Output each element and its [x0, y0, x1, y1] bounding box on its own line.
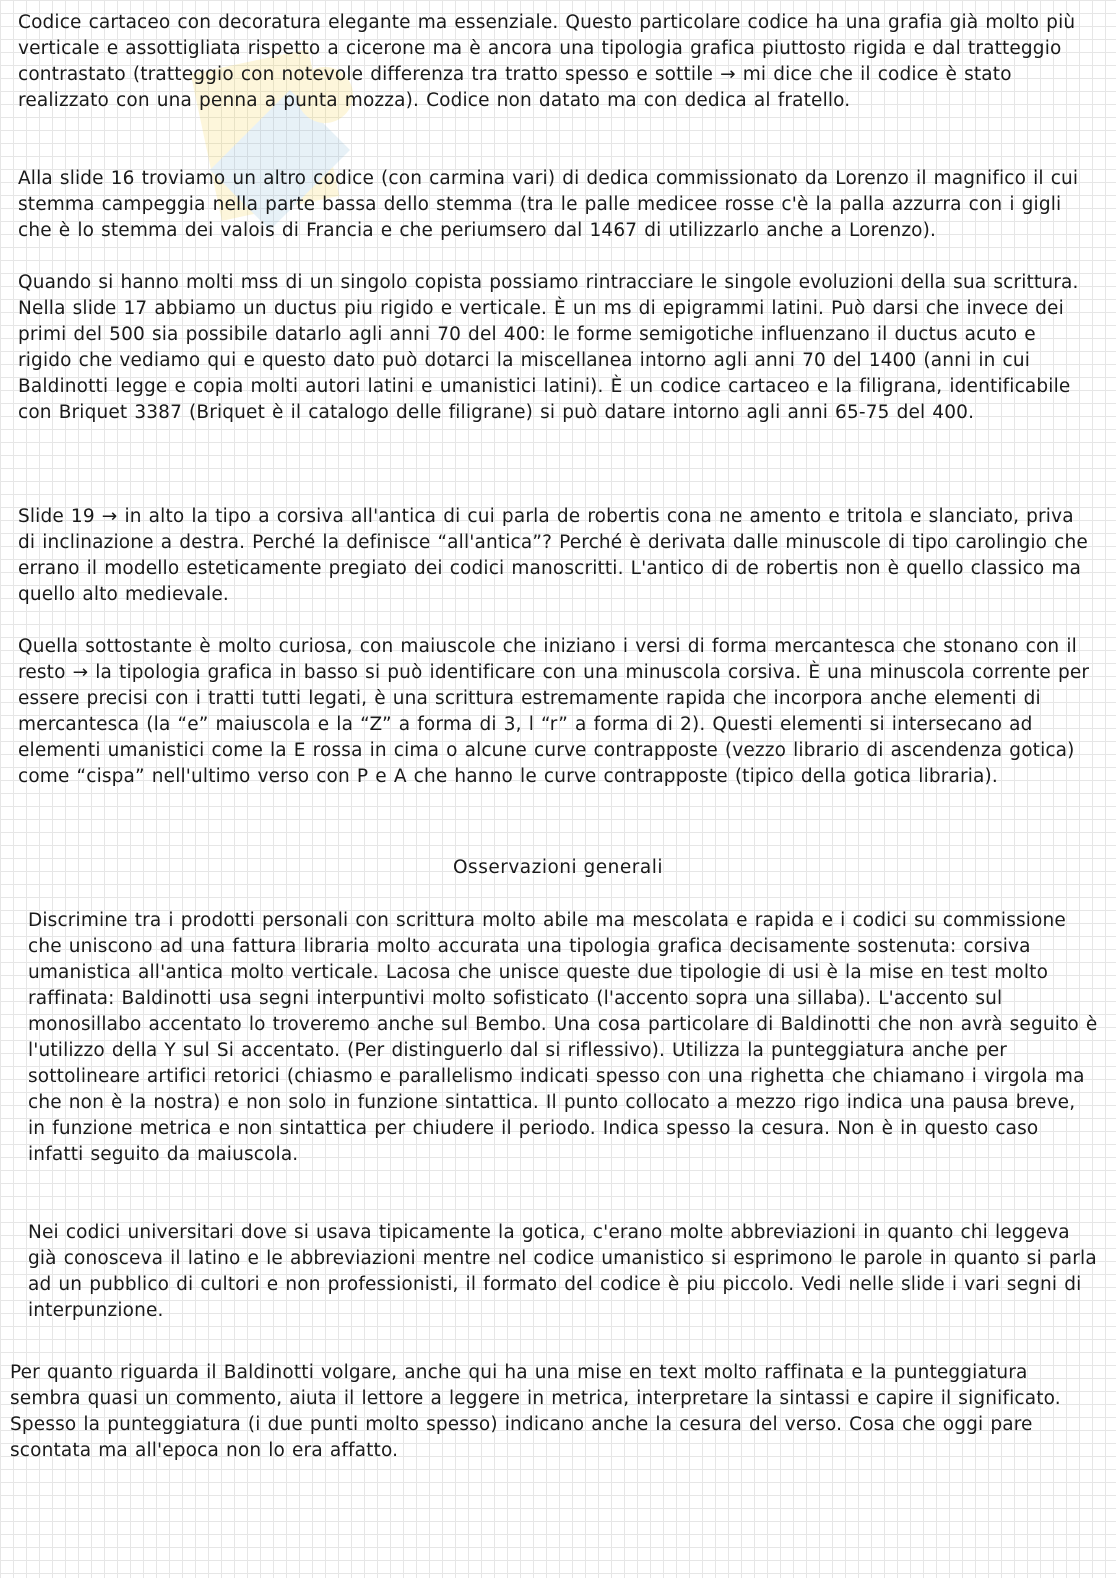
- paragraph-slide-16: Alla slide 16 troviamo un altro codice (con carmina vari) di dedica commissionato da Lorenzo il magnifico il cui stemma campeggia nella parte bassa dello stemma (tra le palle medicee rosse c'è la palla azzurra con i gigli che è lo stemma dei valois di Francia e che periumsero dal 1467 di utilizzarlo anche a Lorenzo).: [18, 168, 1079, 241]
- section-heading: Osservazioni generali: [453, 857, 663, 878]
- paragraph-discrimine: Discrimine tra i prodotti personali con scrittura molto abile ma mescolata e rapida e i codici su commissione che uniscono ad una fattura libraria molto accurata una tipologia grafica decisamente sostenuta: corsiva umanistica all'antica molto verticale. Lacosa che unisce queste due tipologie di usi è la mise en test molto raffinata: Baldinotti usa segni interpuntivi molto sofisticato (l'accento sopra una sillaba). L'accento sul monosillabo accentato lo troveremo anche sul Bembo. Una cosa particolare di Baldinotti che non avrà seguito è l'utilizzo della Y sul Si accentato. (Per distinguerlo dal si riflessivo). Utilizza la punteggiatura anche per sottolineare artifici retorici (chiasmo e parallelismo indicati spesso con una righetta che chiamano i virgola ma che non è la nostra) e non solo in funzione sintattica. Il punto collocato a mezzo rigo indica una pausa breve, in funzione metrica e non sintattica per chiudere il periodo. Indica spesso la cesura. Non è in questo caso infatti seguito da maiuscola.: [28, 910, 1098, 1165]
- paragraph-codice-cartaceo: Codice cartaceo con decoratura elegante ma essenziale. Questo particolare codice ha una grafia già molto più verticale e assottigliata rispetto a cicerone ma è ancora una tipologia grafica piuttosto rigida e dal tratteggio contrastato (tratteggio con notevole differenza tra tratto spesso e sottile → mi dice che il codice è stato realizzato con una penna a punta mozza). Codice non datato ma con dedica al fratello.: [18, 12, 1076, 111]
- paragraph-slide-17: Quando si hanno molti mss di un singolo copista possiamo rintracciare le singole evoluzioni della sua scrittura. Nella slide 17 abbiamo un ductus piu rigido e verticale. È un ms di epigrammi latini. Può darsi che invece dei primi del 500 sia possibile datarlo agli anni 70 del 400: le forme semigotiche influenzano il ductus acuto e rigido che vediamo qui e questo dato può dotarci la miscellanea intorno agli anni 70 del 1400 (anni in cui Baldinotti legge e copia molti autori latini e umanistici latini). È un codice cartaceo e la filigrana, identificabile con Briquet 3387 (Briquet è il catalogo delle filigrane) si può datare intorno agli anni 65-75 del 400.: [18, 272, 1079, 423]
- paragraph-minuscola-corsiva: Quella sottostante è molto curiosa, con maiuscole che iniziano i versi di forma mercantesca che stonano con il resto → la tipologia grafica in basso si può identificare con una minuscola corsiva. È una minuscola corrente per essere precisi con i tratti tutti legati, è una scrittura estremamente rapida che incorpora anche elementi di mercantesca (la “e” maiuscola e la “Z” a forma di 3, l “r” a forma di 2). Questi elementi si intersecano ad elementi umanistici come la E rossa in cima o alcune curve contrapposte (vezzo librario di ascendenza gotica) come “cispa” nell'ultimo verso con P e A che hanno le curve contrapposte (tipico della gotica libraria).: [18, 636, 1090, 787]
- paragraph-codici-universitari: Nei codici universitari dove si usava tipicamente la gotica, c'erano molte abbreviazioni in quanto chi leggeva già conosceva il latino e le abbreviazioni mentre nel codice umanistico si esprimono le parole in quanto si parla ad un pubblico di cultori e non professionisti, il formato del codice è piu piccolo. Vedi nelle slide i vari segni di interpunzione.: [28, 1222, 1097, 1321]
- paragraph-baldinotti-volgare: Per quanto riguarda il Baldinotti volgare, anche qui ha una mise en text molto raffinata e la punteggiatura sembra quasi un commento, aiuta il lettore a leggere in metrica, interpretare la sintassi e capire il significato. Spesso la punteggiatura (i due punti molto spesso) indicano anche la cesura del verso. Cosa che oggi pare scontata ma all'epoca non lo era affatto.: [10, 1362, 1061, 1461]
- paragraph-slide-19: Slide 19 → in alto la tipo a corsiva all'antica di cui parla de robertis cona ne amento e tritola e slanciato, priva di inclinazione a destra. Perché la definisce “all'antica”? Perché è derivata dalle minuscole di tipo carolingio che errano il modello esteticamente pregiato dei codici manoscritti. L'antico di de robertis non è quello classico ma quello alto medievale.: [18, 506, 1088, 605]
